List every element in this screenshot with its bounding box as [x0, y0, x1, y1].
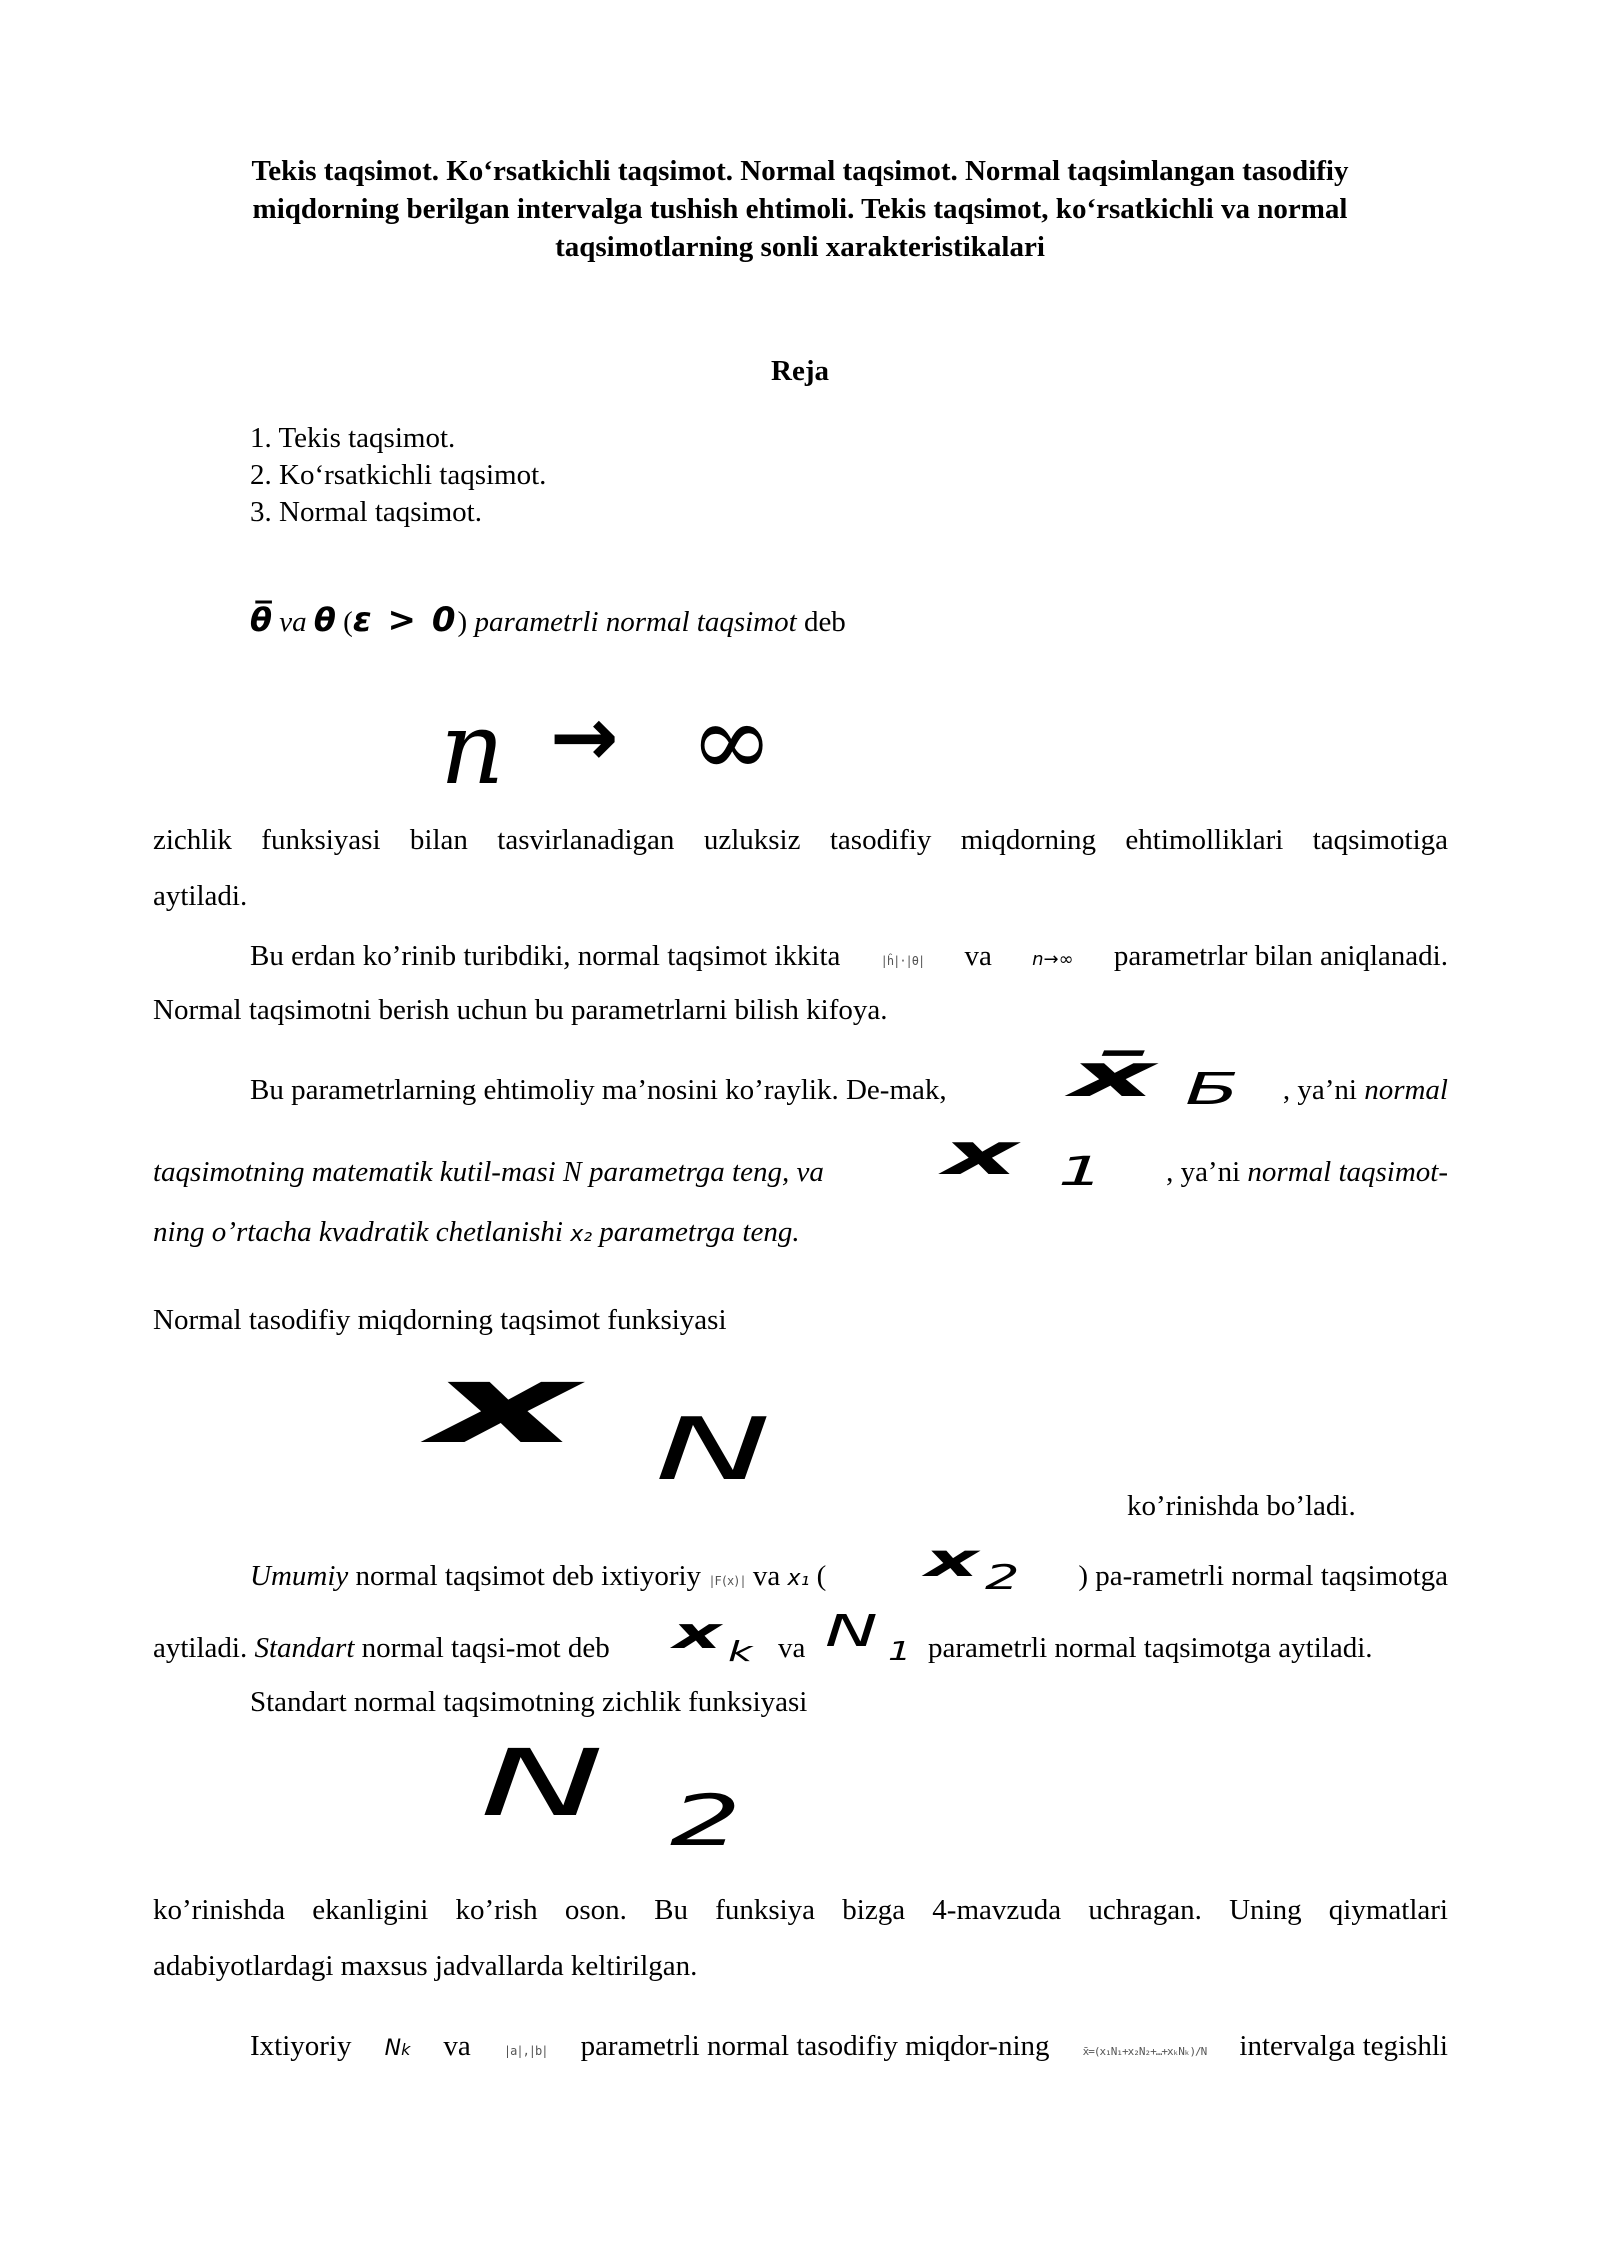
plan-list — [250, 420, 546, 531]
paragraph-4-line-1: Normal tasodifiy miqdorning taqsimot funksiyasi — [153, 1304, 727, 1336]
p5-l2-va: va — [778, 1632, 806, 1664]
p3-text-b: , ya’ni — [1282, 1074, 1357, 1106]
p5-italic-a: Umumiy — [250, 1560, 349, 1592]
plan-item-1: 1. Tekis taqsimot. — [250, 422, 456, 454]
p7-formula-glyph-b: |a|,|b| — [503, 2044, 548, 2058]
paragraph-5-line-2 — [153, 1606, 1448, 1676]
p5-formula-glyph-c-sub: 2 — [985, 1558, 1020, 1598]
paragraph-5-line-1 — [250, 1533, 1448, 1609]
formula-n-2-sub: 2 — [670, 1780, 742, 1862]
p3-formula-b: Б — [1185, 1064, 1240, 1115]
p5-text-b: ) pa-rametrli normal taqsimotga — [1078, 1560, 1448, 1592]
p5-formula-glyph-c: x — [925, 1533, 979, 1587]
p5-formula-glyph-a: |F(x)| — [708, 1574, 746, 1588]
title-line-1: Tekis taqsimot. Ko‘rsatkichli taqsimot. Normal taqsimot. Normal taqsimlangan tasodifiy — [251, 155, 1349, 187]
p3-l3-italic-a: ning o’rtacha kvadratik chetlanishi — [153, 1216, 563, 1248]
epsilon-condition: ε > 0 — [352, 600, 458, 640]
p2-formula-glyph-b: n→∞ — [1032, 949, 1074, 970]
p7-text-a: Ixtiyoriy — [250, 2030, 352, 2062]
p5-l2-formula-n: N — [825, 1606, 878, 1657]
paragraph-3-line-3 — [153, 1204, 800, 1263]
formula-n-2 — [480, 1730, 780, 1880]
paragraph-7-line-1 — [250, 2018, 1448, 2080]
definition-line — [250, 600, 846, 640]
formula-x-n — [430, 1340, 880, 1520]
p5-l2-text-3: parametrli normal taqsimotga aytiladi. — [928, 1632, 1373, 1664]
paragraph-5-line-3: Standart normal taqsimotning zichlik funksiyasi — [250, 1686, 808, 1718]
formula-arrow: → — [550, 690, 619, 785]
p3-l2-italic-b: parametrga teng, va — [588, 1156, 824, 1188]
p3-l2-italic-c: normal taqsimot- — [1247, 1156, 1448, 1188]
paragraph-3-line-1 — [250, 1041, 1448, 1118]
p7-formula-glyph-c: x̄=(x₁N₁+x₂N₂+…+xₖNₖ)/N — [1082, 2045, 1207, 2058]
theta-symbol: θ — [313, 601, 336, 639]
p5-l2-text-2: normal taqsi-mot deb — [361, 1632, 610, 1664]
p5-l2-formula-x: x — [673, 1608, 722, 1659]
p3-l2-formula-n: N — [563, 1157, 582, 1188]
p5-l2-formula-n-sub: 1 — [888, 1637, 912, 1667]
p3-text-b-italic: normal — [1364, 1074, 1448, 1106]
plan-item-3: 3. Normal taqsimot. — [250, 496, 482, 528]
paren-close: ) — [457, 606, 468, 638]
p5-l2-italic: Standart — [254, 1632, 355, 1664]
p3-l2-formula-1: 1 — [1058, 1149, 1104, 1195]
paragraph-2-line-1 — [250, 928, 1448, 989]
paragraph-6-line-2: adabiyotlardagi maxsus jadvallarda keltirilgan. — [153, 1950, 698, 1982]
p7-text-b: parametrli normal tasodifiy miqdor-ning — [580, 2030, 1050, 2062]
paragraph-4-after: ko’rinishda bo’ladi. — [1127, 1490, 1356, 1522]
definition-phrase: parametrli normal taqsimot — [474, 606, 797, 638]
va-word: va — [279, 606, 307, 638]
p3-l2-formula-x: x — [943, 1120, 1018, 1188]
paragraph-1-line-1: zichlik funksiyasi bilan tasvirlanadigan uzluksiz tasodifiy miqdorning ehtimolliklari taqsimotiga — [153, 824, 1448, 856]
p7-formula-n: N — [384, 2036, 402, 2061]
p3-formula-x-bar: x̄ — [1070, 1041, 1156, 1111]
p7-va: va — [443, 2030, 471, 2062]
paragraph-3-line-2 — [153, 1120, 1448, 1201]
p2-text-b: parametrlar bilan aniqlanadi. — [1113, 940, 1448, 972]
p5-va: va — [752, 1560, 781, 1592]
formula-n: n — [440, 690, 505, 807]
p5-l2-text: aytiladi. — [153, 1632, 248, 1664]
p5-text-a: normal taqsimot deb ixtiyoriy — [355, 1560, 702, 1592]
p3-l2-italic-a: taqsimotning matematik kutil-masi — [153, 1156, 556, 1188]
p7-formula-n-sub: k — [401, 2040, 411, 2059]
p3-l3-italic-b: parametrga teng. — [599, 1216, 800, 1248]
plan-heading: Reja — [771, 355, 829, 387]
plan-item-2: 2. Ko‘rsatkichli taqsimot. — [250, 459, 547, 491]
p3-l2-text: , ya’ni — [1166, 1156, 1241, 1188]
p3-l3-formula-x2: x₂ — [570, 1222, 593, 1247]
title-line-2: miqdorning berilgan intervalga tushish ehtimoli. Tekis taqsimot, ko‘rsatkichli va normal — [252, 193, 1348, 225]
title-line-3: taqsimotlarning sonli xarakteristikalari — [555, 231, 1045, 263]
p5-paren-open: ( — [816, 1560, 827, 1592]
p2-text-a: Bu erdan ko’rinib turibdiki, normal taqsimot ikkita — [250, 940, 841, 972]
paragraph-6-line-1: ko’rinishda ekanligini ko’rish oson. Bu funksiya bizga 4-mavzuda uchragan. Uning qiymatlari — [153, 1894, 1448, 1926]
p2-va: va — [964, 940, 992, 972]
p2-formula-glyph-a: |ĥ|·|θ| — [880, 954, 925, 968]
formula-x-n-x: x — [430, 1340, 580, 1468]
paren-open: ( — [343, 606, 353, 638]
p7-text-c: intervalga tegishli — [1239, 2030, 1448, 2062]
paragraph-2-line-2: Normal taqsimotni berish uchun bu parametrlarni bilish kifoya. — [153, 994, 888, 1026]
formula-infinity: ∞ — [690, 682, 774, 799]
paragraph-1-line-2: aytiladi. — [153, 880, 248, 912]
p5-l2-formula-x-sub: k — [728, 1635, 753, 1668]
page-title — [150, 152, 1450, 266]
formula-x-n-n: N — [655, 1400, 771, 1500]
formula-n-2-n: N — [480, 1730, 604, 1837]
deb-word: deb — [803, 606, 846, 638]
p3-text-a: Bu parametrlarning ehtimoliy ma’nosini ko’raylik. De-mak, — [250, 1074, 947, 1106]
theta-bar-symbol: θ̅ — [250, 601, 272, 639]
p5-formula-glyph-b: x₁ — [787, 1566, 810, 1591]
